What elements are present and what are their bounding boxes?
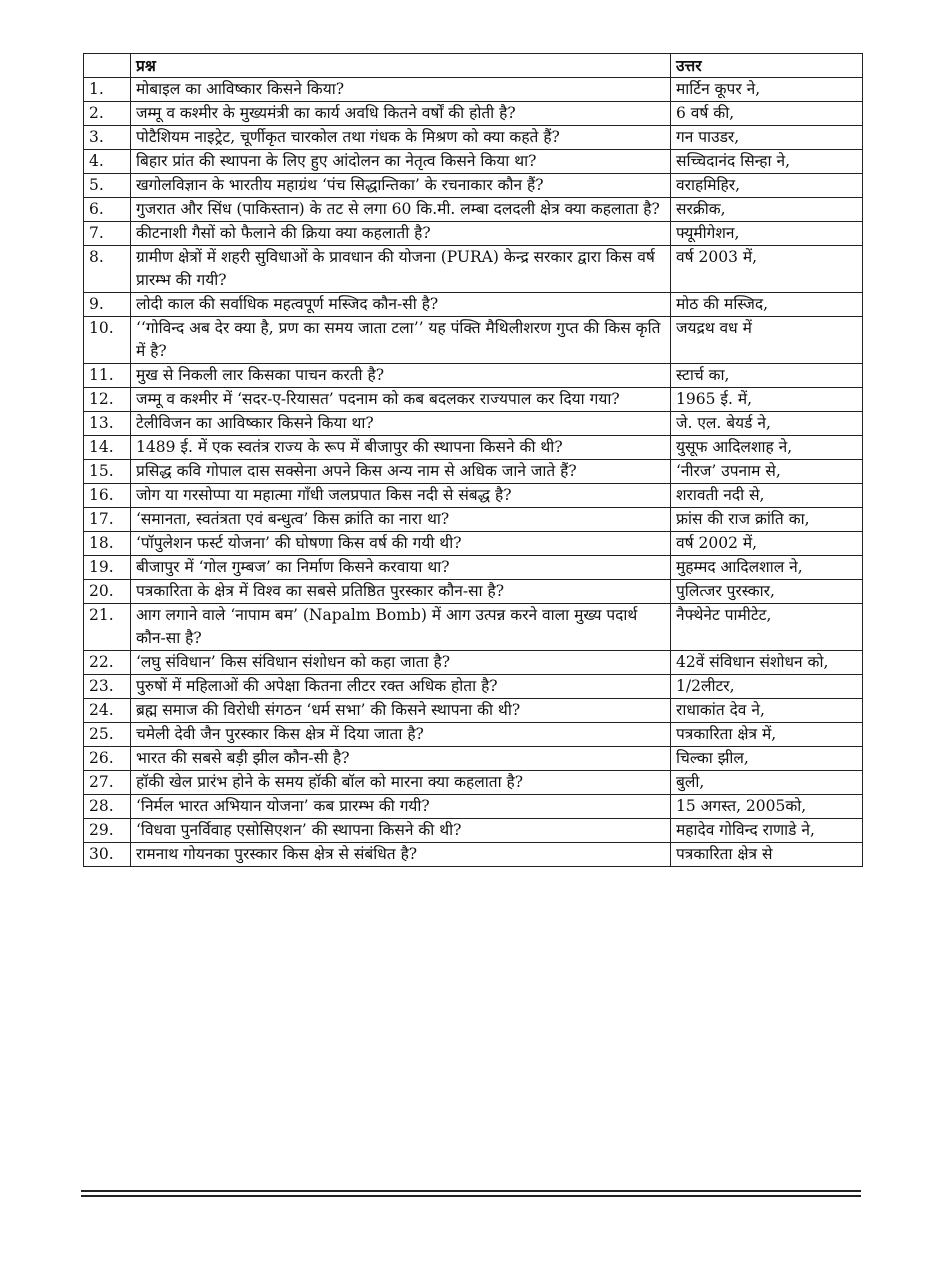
question-cell: ग्रामीण क्षेत्रों में शहरी सुविधाओं के प्रावधान की योजना (PURA) केन्द्र सरकार द्वारा किस वर्ष प्रारम्भ की गयी? (131, 246, 671, 293)
table-row (84, 388, 863, 412)
question-cell: जम्मू व कश्मीर के मुख्यमंत्री का कार्य अवधि कितने वर्षों की होती है? (131, 102, 671, 126)
row-number: 13. (84, 412, 131, 436)
question-cell: हॉकी खेल प्रारंभ होने के समय हॉकी बॉल को मारना क्या कहलाता है? (131, 771, 671, 795)
answer-cell: जयद्रथ वध में (671, 317, 863, 364)
answer-cell: मुहम्मद आदिलशाल ने, (671, 556, 863, 580)
table-row (84, 412, 863, 436)
question-cell: जम्मू व कश्मीर में ‘सदर-ए-रियासत’ पदनाम को कब बदलकर राज्यपाल कर दिया गया? (131, 388, 671, 412)
header-number (84, 54, 131, 78)
question-cell: ‘लघु संविधान’ किस संविधान संशोधन को कहा जाता है? (131, 651, 671, 675)
row-number: 2. (84, 102, 131, 126)
table-row (84, 436, 863, 460)
answer-cell: सच्चिदानंद सिन्हा ने, (671, 150, 863, 174)
row-number: 6. (84, 198, 131, 222)
question-cell: पोटैशियम नाइट्रेट, चूर्णीकृत चारकोल तथा गंधक के मिश्रण को क्या कहते हैं? (131, 126, 671, 150)
answer-cell: 42वें संविधान संशोधन को, (671, 651, 863, 675)
answer-cell: स्टार्च का, (671, 364, 863, 388)
row-number: 11. (84, 364, 131, 388)
question-cell: प्रसिद्ध कवि गोपाल दास सक्सेना अपने किस अन्य नाम से अधिक जाने जाते हैं? (131, 460, 671, 484)
row-number: 22. (84, 651, 131, 675)
table-row (84, 508, 863, 532)
row-number: 18. (84, 532, 131, 556)
answer-cell: सरक्रीक, (671, 198, 863, 222)
row-number: 26. (84, 747, 131, 771)
table-row (84, 771, 863, 795)
question-cell: ‘विधवा पुनर्विवाह एसोसिएशन’ की स्थापना किसने की थी? (131, 819, 671, 843)
table-row (84, 699, 863, 723)
table-row (84, 651, 863, 675)
question-cell: मोबाइल का आविष्कार किसने किया? (131, 78, 671, 102)
row-number: 20. (84, 580, 131, 604)
answer-cell: पत्रकारिता क्षेत्र से (671, 843, 863, 867)
table-row (84, 532, 863, 556)
question-cell: 1489 ई. में एक स्वतंत्र राज्य के रूप में बीजापुर की स्थापना किसने की थी? (131, 436, 671, 460)
row-number: 5. (84, 174, 131, 198)
answer-cell: पत्रकारिता क्षेत्र में, (671, 723, 863, 747)
question-cell: बिहार प्रांत की स्थापना के लिए हुए आंदोलन का नेतृत्व किसने किया था? (131, 150, 671, 174)
question-cell: ‘निर्मल भारत अभियान योजना’ कब प्रारम्भ की गयी? (131, 795, 671, 819)
answer-cell: महादेव गोविन्द राणाडे ने, (671, 819, 863, 843)
question-cell: बीजापुर में ‘गोल गुम्बज’ का निर्माण किसने करवाया था? (131, 556, 671, 580)
table-row (84, 819, 863, 843)
table-row (84, 198, 863, 222)
table-row (84, 78, 863, 102)
row-number: 15. (84, 460, 131, 484)
answer-cell: मोठ की मस्जिद, (671, 293, 863, 317)
footer-rule-top (81, 1190, 861, 1192)
row-number: 25. (84, 723, 131, 747)
answer-cell: चिल्का झील, (671, 747, 863, 771)
footer-rule-bottom (81, 1195, 861, 1197)
table-body (84, 78, 863, 867)
row-number: 24. (84, 699, 131, 723)
answer-cell: फ्यूमीगेशन, (671, 222, 863, 246)
answer-cell: 1/2लीटर, (671, 675, 863, 699)
table-row (84, 604, 863, 651)
question-cell: ब्रह्म समाज की विरोधी संगठन ‘धर्म सभा’ की किसने स्थापना की थी? (131, 699, 671, 723)
table-row (84, 102, 863, 126)
row-number: 7. (84, 222, 131, 246)
row-number: 4. (84, 150, 131, 174)
answer-cell: वराहमिहिर, (671, 174, 863, 198)
question-cell: खगोलविज्ञान के भारतीय महाग्रंथ ‘पंच सिद्धान्तिका’ के रचनाकार कौन हैं? (131, 174, 671, 198)
row-number: 9. (84, 293, 131, 317)
question-cell: ‘‘गोविन्द अब देर क्या है, प्रण का समय जाता टला’’ यह पंक्ति मैथिलीशरण गुप्त की किस कृति में है? (131, 317, 671, 364)
table-row (84, 293, 863, 317)
row-number: 12. (84, 388, 131, 412)
answer-cell: मार्टिन कूपर ने, (671, 78, 863, 102)
answer-cell: 15 अगस्त, 2005को, (671, 795, 863, 819)
table-row (84, 460, 863, 484)
table-header-row (84, 54, 863, 78)
row-number: 19. (84, 556, 131, 580)
row-number: 16. (84, 484, 131, 508)
row-number: 10. (84, 317, 131, 364)
question-cell: आग लगाने वाले ‘नापाम बम’ (Napalm Bomb) में आग उत्पन्न करने वाला मुख्य पदार्थ कौन-सा है? (131, 604, 671, 651)
row-number: 21. (84, 604, 131, 651)
question-cell: भारत की सबसे बड़ी झील कौन-सी है? (131, 747, 671, 771)
table-row (84, 317, 863, 364)
row-number: 27. (84, 771, 131, 795)
table-row (84, 126, 863, 150)
answer-cell: वर्ष 2003 में, (671, 246, 863, 293)
table-row (84, 174, 863, 198)
row-number: 23. (84, 675, 131, 699)
header-answer: उत्तर (671, 54, 863, 78)
table-row (84, 246, 863, 293)
row-number: 1. (84, 78, 131, 102)
answer-cell: नैफ्थेनेट पामीटेट, (671, 604, 863, 651)
table-row (84, 843, 863, 867)
answer-cell: बुली, (671, 771, 863, 795)
question-cell: रामनाथ गोयनका पुरस्कार किस क्षेत्र से संबंधित है? (131, 843, 671, 867)
answer-cell: फ्रांस की राज क्रांति का, (671, 508, 863, 532)
table-row (84, 484, 863, 508)
row-number: 28. (84, 795, 131, 819)
table-row (84, 222, 863, 246)
row-number: 3. (84, 126, 131, 150)
row-number: 17. (84, 508, 131, 532)
answer-cell: शरावती नदी से, (671, 484, 863, 508)
question-cell: जोग या गरसोप्पा या महात्मा गाँधी जलप्रपात किस नदी से संबद्ध है? (131, 484, 671, 508)
row-number: 30. (84, 843, 131, 867)
question-cell: मुख से निकली लार किसका पाचन करती है? (131, 364, 671, 388)
row-number: 29. (84, 819, 131, 843)
table-row (84, 580, 863, 604)
answer-cell: वर्ष 2002 में, (671, 532, 863, 556)
question-cell: चमेली देवी जैन पुरस्कार किस क्षेत्र में दिया जाता है? (131, 723, 671, 747)
table-row (84, 747, 863, 771)
row-number: 14. (84, 436, 131, 460)
question-cell: कीटनाशी गैसों को फैलाने की क्रिया क्या कहलाती है? (131, 222, 671, 246)
header-question: प्रश्न (131, 54, 671, 78)
question-cell: टेलीविजन का आविष्कार किसने किया था? (131, 412, 671, 436)
question-cell: लोदी काल की सर्वाधिक महत्वपूर्ण मस्जिद कौन-सी है? (131, 293, 671, 317)
answer-cell: जे. एल. बेयर्ड ने, (671, 412, 863, 436)
answer-cell: ‘नीरज’ उपनाम से, (671, 460, 863, 484)
question-cell: पुरुषों में महिलाओं की अपेक्षा कितना लीटर रक्त अधिक होता है? (131, 675, 671, 699)
table-row (84, 795, 863, 819)
answer-cell: 6 वर्ष की, (671, 102, 863, 126)
answer-cell: पुलित्जर पुरस्कार, (671, 580, 863, 604)
question-cell: ‘समानता, स्वतंत्रता एवं बन्धुत्व’ किस क्रांति का नारा था? (131, 508, 671, 532)
answer-cell: युसूफ आदिलशाह ने, (671, 436, 863, 460)
question-cell: पत्रकारिता के क्षेत्र में विश्व का सबसे प्रतिष्ठित पुरस्कार कौन-सा है? (131, 580, 671, 604)
table-row (84, 150, 863, 174)
row-number: 8. (84, 246, 131, 293)
question-cell: गुजरात और सिंध (पाकिस्तान) के तट से लगा 60 कि.मी. लम्बा दलदली क्षेत्र क्या कहलाता है? (131, 198, 671, 222)
answer-cell: गन पाउडर, (671, 126, 863, 150)
table-row (84, 556, 863, 580)
question-cell: ‘पॉपुलेशन फर्स्ट योजना’ की घोषणा किस वर्ष की गयी थी? (131, 532, 671, 556)
table-row (84, 364, 863, 388)
table-row (84, 723, 863, 747)
qa-table (83, 53, 863, 867)
table-row (84, 675, 863, 699)
answer-cell: राधाकांत देव ने, (671, 699, 863, 723)
answer-cell: 1965 ई. में, (671, 388, 863, 412)
